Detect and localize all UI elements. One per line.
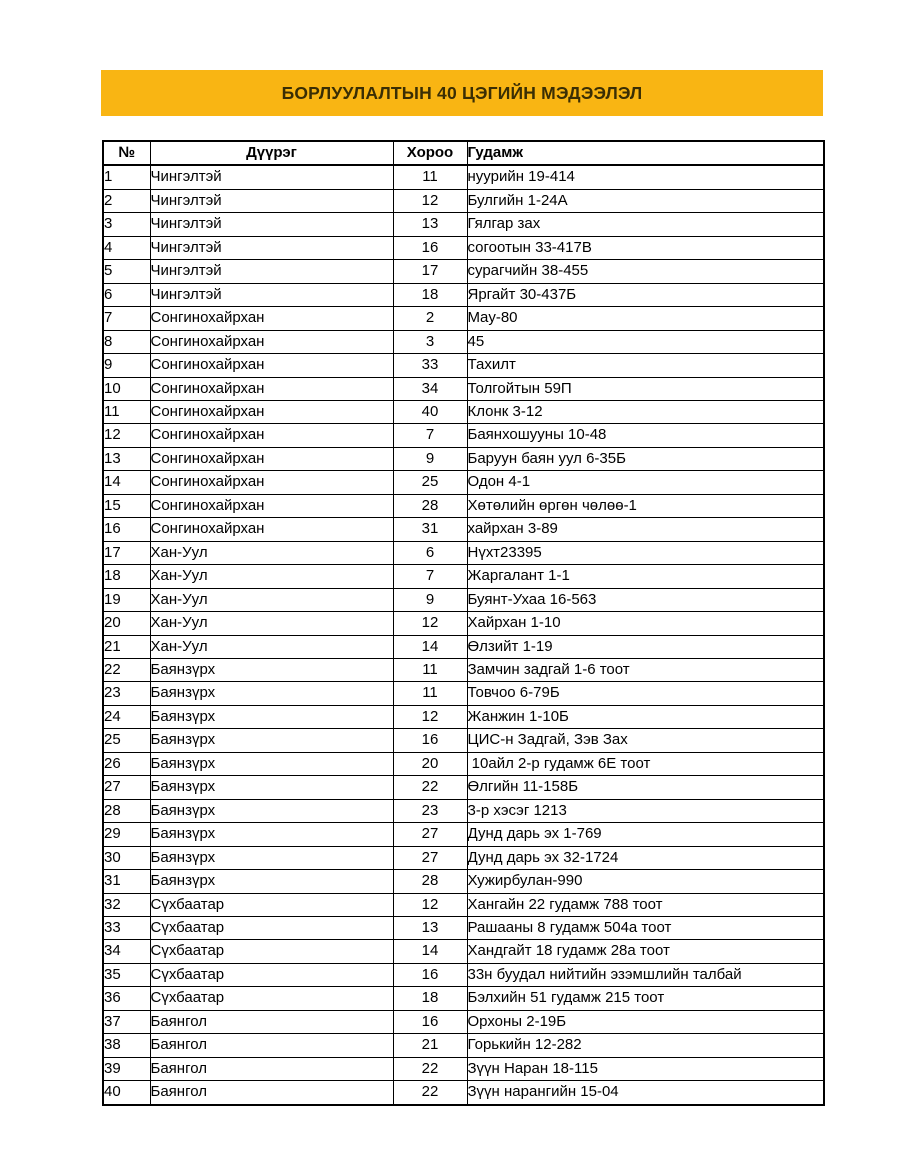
khoroo-cell: 18 (393, 283, 467, 306)
row-number-cell: 13 (103, 447, 150, 470)
table-row (103, 330, 824, 353)
khoroo-cell: 11 (393, 682, 467, 705)
district-cell: Сүхбаатар (150, 893, 393, 916)
street-cell: Хужирбулан-990 (467, 870, 824, 893)
khoroo-cell: 21 (393, 1034, 467, 1057)
district-cell: Сонгинохайрхан (150, 518, 393, 541)
row-number-cell: 40 (103, 1081, 150, 1105)
table-row (103, 189, 824, 212)
street-cell: Зүүн нарангийн 15-04 (467, 1081, 824, 1105)
khoroo-cell: 11 (393, 165, 467, 189)
district-cell: Баянзүрх (150, 682, 393, 705)
row-number-cell: 32 (103, 893, 150, 916)
street-cell: Горькийн 12-282 (467, 1034, 824, 1057)
district-cell: Баянзүрх (150, 705, 393, 728)
street-cell: May-80 (467, 307, 824, 330)
table-row (103, 635, 824, 658)
district-cell: Сонгинохайрхан (150, 354, 393, 377)
table-row (103, 400, 824, 423)
street-cell: Бэлхийн 51 гудамж 215 тоот (467, 987, 824, 1010)
table-row (103, 916, 824, 939)
title-banner (101, 70, 823, 116)
street-cell: 3-р хэсэг 1213 (467, 799, 824, 822)
khoroo-cell: 17 (393, 260, 467, 283)
street-cell: Баруун баян уул 6-35Б (467, 447, 824, 470)
khoroo-cell: 18 (393, 987, 467, 1010)
district-cell: Хан-Уул (150, 635, 393, 658)
row-number-cell: 12 (103, 424, 150, 447)
district-cell: Сүхбаатар (150, 987, 393, 1010)
row-number-cell: 10 (103, 377, 150, 400)
street-cell: Өлзийт 1-19 (467, 635, 824, 658)
table-row (103, 260, 824, 283)
table-row (103, 1010, 824, 1033)
district-cell: Чингэлтэй (150, 189, 393, 212)
street-cell: Баянхошууны 10-48 (467, 424, 824, 447)
column-header-number: № (103, 141, 150, 165)
table-row (103, 987, 824, 1010)
table-row (103, 799, 824, 822)
street-cell: ЦИС-н Задгай, Зэв Зах (467, 729, 824, 752)
row-number-cell: 39 (103, 1057, 150, 1080)
khoroo-cell: 7 (393, 424, 467, 447)
district-cell: Чингэлтэй (150, 236, 393, 259)
street-cell: Товчоо 6-79Б (467, 682, 824, 705)
row-number-cell: 31 (103, 870, 150, 893)
district-cell: Сонгинохайрхан (150, 400, 393, 423)
table-row (103, 165, 824, 189)
district-cell: Сонгинохайрхан (150, 424, 393, 447)
table-row (103, 846, 824, 869)
khoroo-cell: 28 (393, 494, 467, 517)
district-cell: Сонгинохайрхан (150, 447, 393, 470)
table-row (103, 354, 824, 377)
table-row (103, 940, 824, 963)
khoroo-cell: 25 (393, 471, 467, 494)
row-number-cell: 15 (103, 494, 150, 517)
street-cell: Замчин задгай 1-6 тоот (467, 658, 824, 681)
district-cell: Баянзүрх (150, 658, 393, 681)
row-number-cell: 6 (103, 283, 150, 306)
district-cell: Чингэлтэй (150, 260, 393, 283)
district-cell: Чингэлтэй (150, 213, 393, 236)
row-number-cell: 5 (103, 260, 150, 283)
street-cell: 10айл 2-р гудамж 6Е тоот (467, 752, 824, 775)
khoroo-cell: 22 (393, 776, 467, 799)
table-row (103, 447, 824, 470)
khoroo-cell: 22 (393, 1081, 467, 1105)
khoroo-cell: 9 (393, 588, 467, 611)
row-number-cell: 36 (103, 987, 150, 1010)
district-cell: Баянзүрх (150, 846, 393, 869)
row-number-cell: 38 (103, 1034, 150, 1057)
khoroo-cell: 11 (393, 658, 467, 681)
street-cell: Орхоны 2-19Б (467, 1010, 824, 1033)
district-cell: Баянзүрх (150, 799, 393, 822)
district-cell: Баянгол (150, 1081, 393, 1105)
row-number-cell: 3 (103, 213, 150, 236)
district-cell: Баянзүрх (150, 752, 393, 775)
khoroo-cell: 20 (393, 752, 467, 775)
row-number-cell: 22 (103, 658, 150, 681)
khoroo-cell: 12 (393, 893, 467, 916)
district-cell: Сонгинохайрхан (150, 330, 393, 353)
khoroo-cell: 22 (393, 1057, 467, 1080)
street-cell: Буянт-Ухаа 16-563 (467, 588, 824, 611)
row-number-cell: 17 (103, 541, 150, 564)
row-number-cell: 9 (103, 354, 150, 377)
khoroo-cell: 16 (393, 963, 467, 986)
street-cell: Булгийн 1-24А (467, 189, 824, 212)
column-header-district: Дүүрэг (150, 141, 393, 165)
table-row (103, 588, 824, 611)
table-row (103, 377, 824, 400)
table-row (103, 283, 824, 306)
table-row (103, 658, 824, 681)
row-number-cell: 16 (103, 518, 150, 541)
khoroo-cell: 7 (393, 565, 467, 588)
row-number-cell: 21 (103, 635, 150, 658)
table-body (103, 165, 824, 1104)
district-cell: Баянзүрх (150, 870, 393, 893)
table-header (103, 141, 824, 165)
khoroo-cell: 28 (393, 870, 467, 893)
street-cell: нуурийн 19-414 (467, 165, 824, 189)
khoroo-cell: 23 (393, 799, 467, 822)
page-title: БОРЛУУЛАЛТЫН 40 ЦЭГИЙН МЭДЭЭЛЭЛ (281, 82, 643, 103)
header-row (103, 141, 824, 165)
table-row (103, 424, 824, 447)
row-number-cell: 37 (103, 1010, 150, 1033)
table-row (103, 893, 824, 916)
table-row (103, 682, 824, 705)
street-cell: согоотын 33-417В (467, 236, 824, 259)
street-cell: Толгойтын 59П (467, 377, 824, 400)
district-cell: Сонгинохайрхан (150, 307, 393, 330)
table-row (103, 471, 824, 494)
khoroo-cell: 13 (393, 916, 467, 939)
row-number-cell: 14 (103, 471, 150, 494)
district-cell: Чингэлтэй (150, 165, 393, 189)
district-cell: Сүхбаатар (150, 963, 393, 986)
street-cell: Тахилт (467, 354, 824, 377)
table-row (103, 213, 824, 236)
row-number-cell: 27 (103, 776, 150, 799)
table-row (103, 870, 824, 893)
khoroo-cell: 6 (393, 541, 467, 564)
table-row (103, 565, 824, 588)
row-number-cell: 23 (103, 682, 150, 705)
khoroo-cell: 16 (393, 1010, 467, 1033)
street-cell: Клонк 3-12 (467, 400, 824, 423)
khoroo-cell: 3 (393, 330, 467, 353)
table-row (103, 612, 824, 635)
khoroo-cell: 14 (393, 635, 467, 658)
column-header-street: Гудамж (467, 141, 824, 165)
street-cell: Хөтөлийн өргөн чөлөө-1 (467, 494, 824, 517)
row-number-cell: 7 (103, 307, 150, 330)
row-number-cell: 28 (103, 799, 150, 822)
row-number-cell: 1 (103, 165, 150, 189)
street-cell: Өлгийн 11-158Б (467, 776, 824, 799)
district-cell: Хан-Уул (150, 612, 393, 635)
khoroo-cell: 12 (393, 705, 467, 728)
table-row (103, 1081, 824, 1105)
khoroo-cell: 12 (393, 189, 467, 212)
row-number-cell: 29 (103, 823, 150, 846)
street-cell: Яргайт 30-437Б (467, 283, 824, 306)
row-number-cell: 24 (103, 705, 150, 728)
street-cell: Дунд дарь эх 32-1724 (467, 846, 824, 869)
table-row (103, 518, 824, 541)
table-row (103, 1034, 824, 1057)
district-cell: Баянгол (150, 1010, 393, 1033)
khoroo-cell: 14 (393, 940, 467, 963)
khoroo-cell: 13 (393, 213, 467, 236)
district-cell: Баянгол (150, 1057, 393, 1080)
row-number-cell: 30 (103, 846, 150, 869)
street-cell: Одон 4-1 (467, 471, 824, 494)
row-number-cell: 11 (103, 400, 150, 423)
district-cell: Сонгинохайрхан (150, 377, 393, 400)
row-number-cell: 34 (103, 940, 150, 963)
row-number-cell: 8 (103, 330, 150, 353)
street-cell: Рашааны 8 гудамж 504а тоот (467, 916, 824, 939)
street-cell: хайрхан 3-89 (467, 518, 824, 541)
district-cell: Сонгинохайрхан (150, 494, 393, 517)
khoroo-cell: 12 (393, 612, 467, 635)
table-row (103, 752, 824, 775)
khoroo-cell: 34 (393, 377, 467, 400)
district-cell: Баянгол (150, 1034, 393, 1057)
table-row (103, 776, 824, 799)
street-cell: Хандгайт 18 гудамж 28а тоот (467, 940, 824, 963)
khoroo-cell: 40 (393, 400, 467, 423)
table-row (103, 494, 824, 517)
table-row (103, 705, 824, 728)
street-cell: Зүүн Наран 18-115 (467, 1057, 824, 1080)
table-row (103, 823, 824, 846)
table-row (103, 541, 824, 564)
district-cell: Баянзүрх (150, 729, 393, 752)
table-row (103, 307, 824, 330)
street-cell: Нүхт23395 (467, 541, 824, 564)
row-number-cell: 26 (103, 752, 150, 775)
khoroo-cell: 9 (393, 447, 467, 470)
district-cell: Баянзүрх (150, 823, 393, 846)
street-cell: Гялгар зах (467, 213, 824, 236)
row-number-cell: 18 (103, 565, 150, 588)
street-cell: 45 (467, 330, 824, 353)
street-cell: Хангайн 22 гудамж 788 тоот (467, 893, 824, 916)
khoroo-cell: 27 (393, 823, 467, 846)
table-row (103, 1057, 824, 1080)
table-row (103, 963, 824, 986)
row-number-cell: 19 (103, 588, 150, 611)
sales-points-table (102, 140, 825, 1106)
sales-table-container (102, 140, 825, 1106)
row-number-cell: 2 (103, 189, 150, 212)
row-number-cell: 25 (103, 729, 150, 752)
khoroo-cell: 27 (393, 846, 467, 869)
district-cell: Хан-Уул (150, 588, 393, 611)
row-number-cell: 35 (103, 963, 150, 986)
khoroo-cell: 16 (393, 729, 467, 752)
street-cell: 33н буудал нийтийн эзэмшлийн талбай (467, 963, 824, 986)
table-row (103, 236, 824, 259)
district-cell: Баянзүрх (150, 776, 393, 799)
district-cell: Сонгинохайрхан (150, 471, 393, 494)
khoroo-cell: 33 (393, 354, 467, 377)
street-cell: сурагчийн 38-455 (467, 260, 824, 283)
column-header-khoroo: Хороо (393, 141, 467, 165)
street-cell: Жанжин 1-10Б (467, 705, 824, 728)
district-cell: Хан-Уул (150, 565, 393, 588)
street-cell: Жаргалант 1-1 (467, 565, 824, 588)
street-cell: Хайрхан 1-10 (467, 612, 824, 635)
district-cell: Чингэлтэй (150, 283, 393, 306)
district-cell: Сүхбаатар (150, 916, 393, 939)
district-cell: Хан-Уул (150, 541, 393, 564)
row-number-cell: 4 (103, 236, 150, 259)
district-cell: Сүхбаатар (150, 940, 393, 963)
table-row (103, 729, 824, 752)
khoroo-cell: 31 (393, 518, 467, 541)
row-number-cell: 20 (103, 612, 150, 635)
khoroo-cell: 2 (393, 307, 467, 330)
khoroo-cell: 16 (393, 236, 467, 259)
street-cell: Дунд дарь эх 1-769 (467, 823, 824, 846)
row-number-cell: 33 (103, 916, 150, 939)
